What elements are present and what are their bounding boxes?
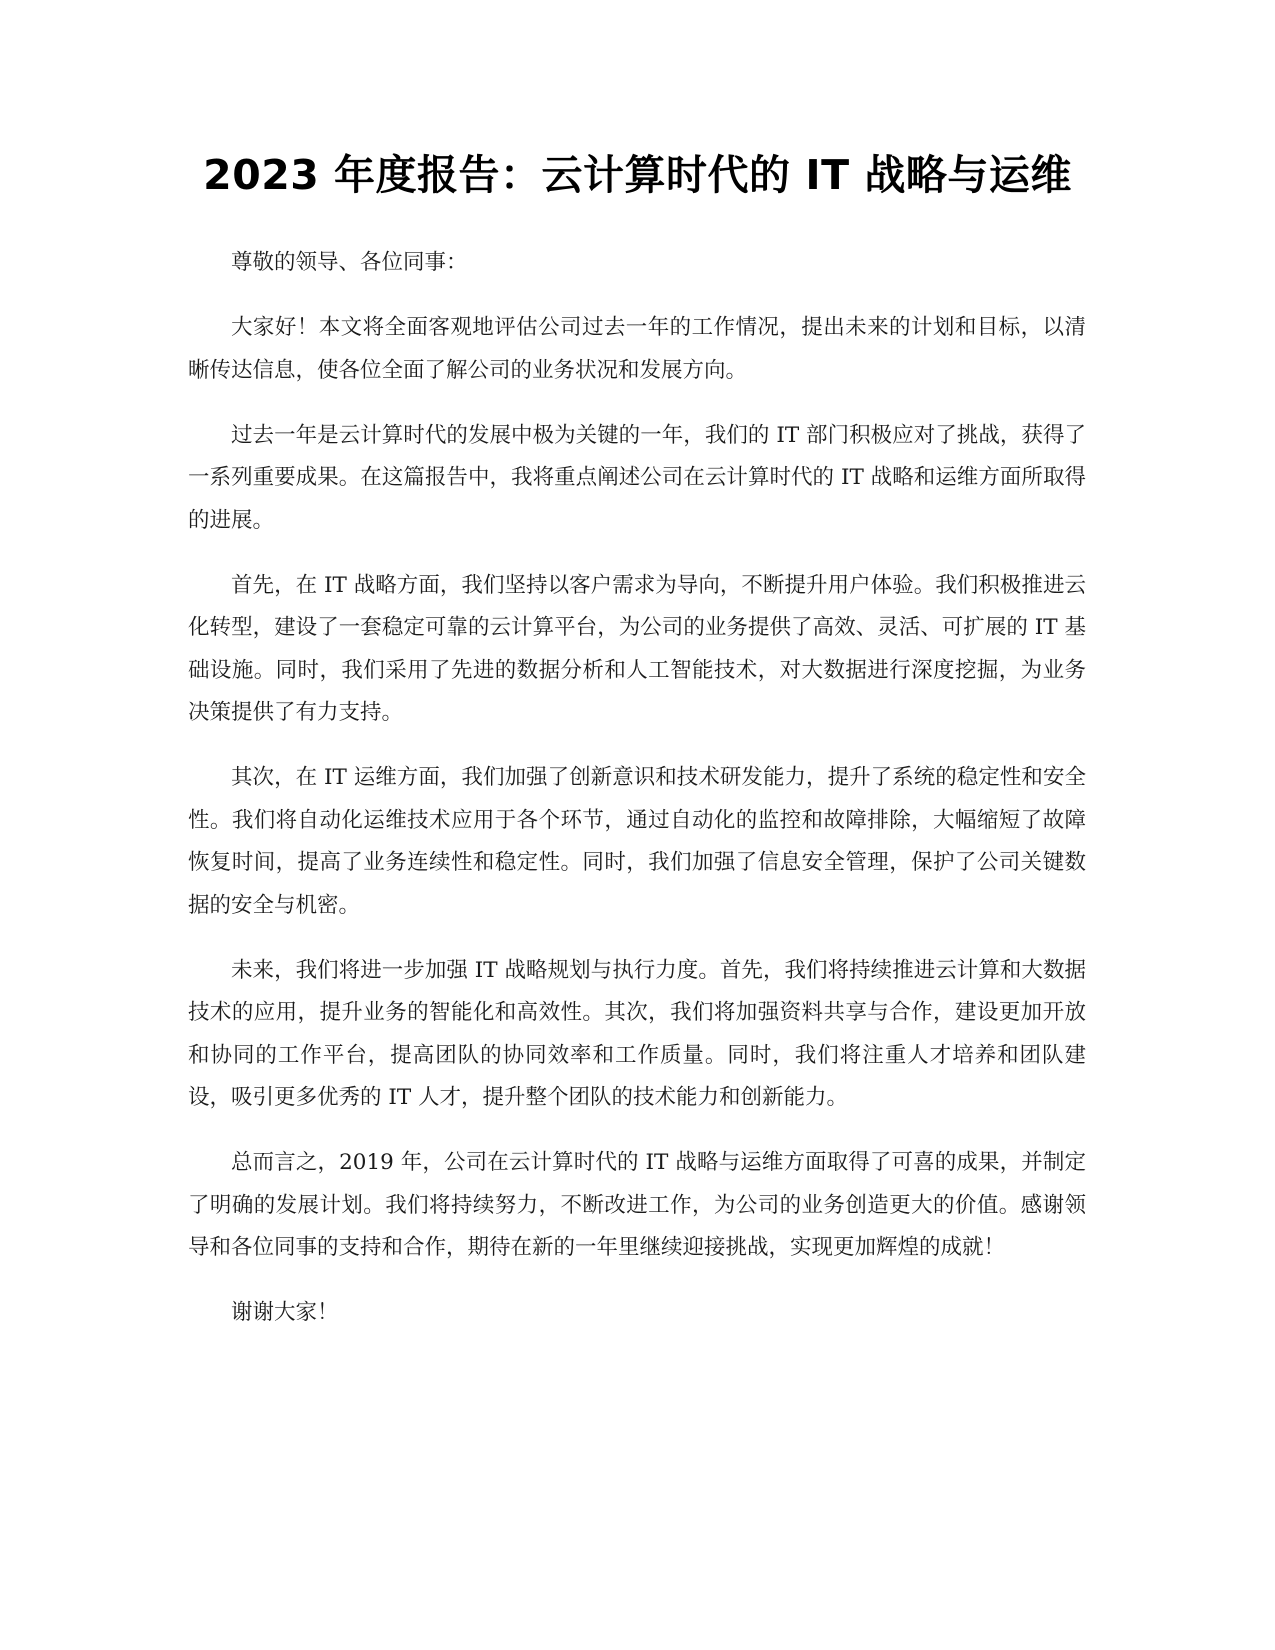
document-title: 2023 年度报告：云计算时代的 IT 战略与运维 xyxy=(203,151,1072,199)
salutation-paragraph: 尊敬的领导、各位同事： xyxy=(231,250,468,275)
document-body xyxy=(188,242,1086,1357)
overview-paragraph: 过去一年是云计算时代的发展中极为关键的一年，我们的 IT 部门积极应对了挑战，获得了一系列重要成果。在这篇报告中，我将重点阐述公司在云计算时代的 IT 战略和运维方面所取得的进展。 xyxy=(188,422,1086,533)
it-operations-paragraph: 其次，在 IT 运维方面，我们加强了创新意识和技术研发能力，提升了系统的稳定性和安全性。我们将自动化运维技术应用于各个环节，通过自动化的监控和故障排除，大幅缩短了故障恢复时间，提高了业务连续性和稳定性。同时，我们加强了信息安全管理，保护了公司关键数据的安全与机密。 xyxy=(188,765,1086,918)
summary-paragraph: 总而言之，2019 年，公司在云计算时代的 IT 战略与运维方面取得了可喜的成果，并制定了明确的发展计划。我们将持续努力，不断改进工作，为公司的业务创造更大的价值。感谢领导和各位同事的支持和合作，期待在新的一年里继续迎接挑战，实现更加辉煌的成就！ xyxy=(188,1150,1086,1260)
future-plan-paragraph: 未来，我们将进一步加强 IT 战略规划与执行力度。首先，我们将持续推进云计算和大数据技术的应用，提升业务的智能化和高效性。其次，我们将加强资料共享与合作，建设更加开放和协同的工作平台，提高团队的协同效率和工作质量。同时，我们将注重人才培养和团队建设，吸引更多优秀的 IT 人才，提升整个团队的技术能力和创新能力。 xyxy=(188,957,1086,1110)
closing-paragraph: 谢谢大家！ xyxy=(231,1300,339,1325)
it-strategy-paragraph: 首先，在 IT 战略方面，我们坚持以客户需求为导向，不断提升用户体验。我们积极推进云化转型，建设了一套稳定可靠的云计算平台，为公司的业务提供了高效、灵活、可扩展的 IT 基础设施。同时，我们采用了先进的数据分析和人工智能技术，对大数据进行深度挖掘，为业务决策提供了有力支持。 xyxy=(188,572,1086,725)
greeting-paragraph: 大家好！本文将全面客观地评估公司过去一年的工作情况，提出未来的计划和目标，以清晰传达信息，使各位全面了解公司的业务状况和发展方向。 xyxy=(188,315,1086,383)
